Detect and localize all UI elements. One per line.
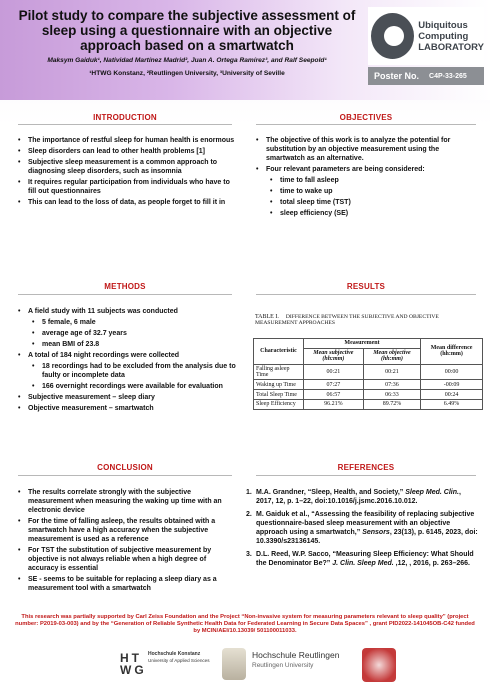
list-item: • A field study with 11 subjects was conducted (18, 307, 236, 316)
reference-details: , 23(13), p. 6145, 2023, doi: 10.3390/s23136145. (256, 529, 478, 545)
reutlingen-crest-icon (222, 648, 246, 680)
results-table (253, 338, 483, 410)
table-row (254, 399, 483, 409)
conclusion-heading: CONCLUSION (97, 463, 153, 472)
list-item: • The objective of this work is to analyze the potential for substitution by an objective measurement using the smartwatch as an alternative. (256, 136, 476, 163)
htwg-logo: HT WG (120, 651, 147, 677)
table-caption (255, 314, 480, 326)
reference-text: M. Gaiduk et al., “Assessing the feasibility of replacing subjective questionnaire-based sleep measurement with an objective approach using a smartwatch,” (256, 511, 475, 536)
ubicomp-logo (368, 7, 484, 65)
table-cell-difference: 00:24 (421, 390, 483, 400)
table-cell-subjective: 96.21% (303, 399, 363, 409)
list-item: • Subjective sleep measurement is a common approach to diagnosing sleep disorders, such as insomnia (18, 158, 236, 176)
poster-number-bar (368, 67, 484, 85)
list-item: • The importance of restful sleep for human health is enormous (18, 136, 236, 145)
conclusion-list (18, 488, 238, 595)
divider (18, 294, 232, 295)
divider (18, 475, 232, 476)
list-item: • For the time of falling asleep, the results obtained with a smartwatch have a high accuracy when the subjective measurement is used as a reference (18, 517, 238, 544)
objectives-list (256, 136, 476, 220)
table-row (254, 390, 483, 400)
list-item: • This can lead to the loss of data, as people forget to fill it in (18, 198, 236, 207)
divider (256, 475, 476, 476)
list-item: • Four relevant parameters are being considered: (256, 165, 476, 174)
list-item: • mean BMI of 23.8 (18, 340, 236, 349)
list-item: • average age of 32.7 years (18, 329, 236, 338)
poster-number: C4P-33-265 (429, 72, 467, 80)
reutlingen-subtitle: Reutlingen University (252, 662, 314, 669)
methods-heading: METHODS (104, 282, 146, 291)
results-heading: RESULTS (346, 282, 386, 291)
authors: Maksym Gaiduk¹, Natividad Martínez Madrid², Juan A. Ortega Ramírez³, and Ralf Seepold¹ (47, 57, 327, 64)
reference-text: M.A. Grandner, “Sleep, Health, and Society,” (256, 489, 406, 496)
htwg-name: Hochschule Konstanz (148, 651, 201, 657)
list-item: • For TST the substitution of subjective measurement by objective is not always reliable when a high degree of accuracy is essential (18, 546, 238, 573)
seville-seal-icon (362, 648, 396, 682)
col-measurement: Measurement (303, 339, 420, 349)
references-list (246, 488, 478, 572)
col-objective: Mean objective (hh:mm) (363, 348, 420, 364)
table-cell-subjective: 07:27 (303, 380, 363, 390)
col-difference: Mean difference (hh:mm) (421, 339, 483, 365)
list-item: • Subjective measurement – sleep diary (18, 393, 236, 402)
reference-journal: Sensors (362, 529, 390, 536)
list-item: • total sleep time (TST) (256, 198, 476, 207)
table-cell-objective: 06:33 (363, 390, 420, 400)
funding-statement: This research was partially supported by Carl Zeiss Foundation and the Project “Non-invasive system for measuring parameters relevant to sleep quality” (project number: P2019-03-003) and by the “Generation of Reliable Synthetic Health Data for Federated Learning in Secure Data Spaces” , grant PID2022-141045OB-C42 funded by MCIN/AEI/10.13039/ 501100011033. (15, 614, 475, 634)
table-cell-objective: 00:21 (363, 364, 420, 380)
affiliations: ¹HTWG Konstanz, ²Reutlingen University, ³University of Seville (89, 70, 285, 77)
list-item: • It requires regular participation from individuals who have to fill out questionnaires (18, 178, 236, 196)
ubicomp-logo-icon (371, 13, 414, 59)
poster-number-label: Poster No. (374, 71, 420, 81)
poster-title: Pilot study to compare the subjective assessment of sleep using a questionnaire with an objective approach based on a smartwatch (18, 8, 356, 53)
divider (18, 124, 232, 125)
table-cell-objective: 07:36 (363, 380, 420, 390)
table-number: TABLE I. (255, 314, 279, 320)
list-item: • The results correlate strongly with the subjective measurement when measuring the waking up time with an electronic device (18, 488, 238, 515)
reference-item (246, 488, 478, 506)
divider (256, 294, 476, 295)
htwg-subtitle: University of Applied Sciences (148, 658, 210, 663)
reference-journal: J. Clin. Sleep Med. (332, 560, 394, 567)
table-cell-label: Sleep Efficiency (254, 399, 304, 409)
col-characteristic: Characteristic (254, 339, 304, 365)
reference-number: 3. (246, 551, 252, 558)
objectives-heading: OBJECTIVES (339, 113, 393, 122)
introduction-heading: INTRODUCTION (93, 113, 157, 122)
reference-journal: Sleep Med. Clin. (405, 489, 459, 496)
list-item: • 166 overnight recordings were available for evaluation (18, 382, 236, 391)
list-item: • 18 recordings had to be excluded from the analysis due to faulty or incomplete data (18, 362, 236, 380)
reference-item (246, 510, 478, 546)
reference-number: 2. (246, 511, 252, 518)
table-cell-objective: 89.72% (363, 399, 420, 409)
reference-item (246, 550, 478, 568)
divider (256, 124, 476, 125)
introduction-list (18, 136, 236, 209)
list-item: • Sleep disorders can lead to other health problems [1] (18, 147, 236, 156)
table-row (254, 380, 483, 390)
methods-list (18, 307, 236, 415)
table-cell-subjective: 00:21 (303, 364, 363, 380)
reutlingen-name: Hochschule Reutlingen (252, 650, 340, 660)
col-subjective: Mean subjective (hh:mm) (303, 348, 363, 364)
table-title: DIFFERENCE BETWEEN THE SUBJECTIVE AND OBJECTIVE MEASUREMENT APPROACHES (255, 314, 439, 326)
table-cell-label: Waking up Time (254, 380, 304, 390)
reference-text: D.L. Reed, W.P. Sacco, “Measuring Sleep Efficiency: What Should the Denominator Be?” (256, 551, 474, 567)
list-item: • time to fall asleep (256, 176, 476, 185)
list-item: • A total of 184 night recordings were collected (18, 351, 236, 360)
reference-number: 1. (246, 489, 252, 496)
reference-details: ,12, , 2016, p. 263–266. (393, 560, 470, 567)
table-cell-subjective: 06:57 (303, 390, 363, 400)
list-item: • Objective measurement – smartwatch (18, 404, 236, 413)
list-item: • 5 female, 6 male (18, 318, 236, 327)
list-item: • SE - seems to be suitable for replacing a sleep diary as a measurement tool with a smartwatch (18, 575, 238, 593)
table-cell-difference: -00:09 (421, 380, 483, 390)
table-cell-label: Falling asleep Time (254, 364, 304, 380)
reference-details: , 2017, 12, p. 1–22, doi:10.1016/j.jsmc.2016.10.012. (256, 489, 461, 505)
list-item: • sleep efficiency (SE) (256, 209, 476, 218)
references-heading: REFERENCES (337, 463, 395, 472)
table-row (254, 364, 483, 380)
logo-text: Ubiquitous Computing LABORATORY (418, 19, 484, 53)
list-item: • time to wake up (256, 187, 476, 196)
table-cell-label: Total Sleep Time (254, 390, 304, 400)
table-cell-difference: 00:00 (421, 364, 483, 380)
table-cell-difference: 6.49% (421, 399, 483, 409)
